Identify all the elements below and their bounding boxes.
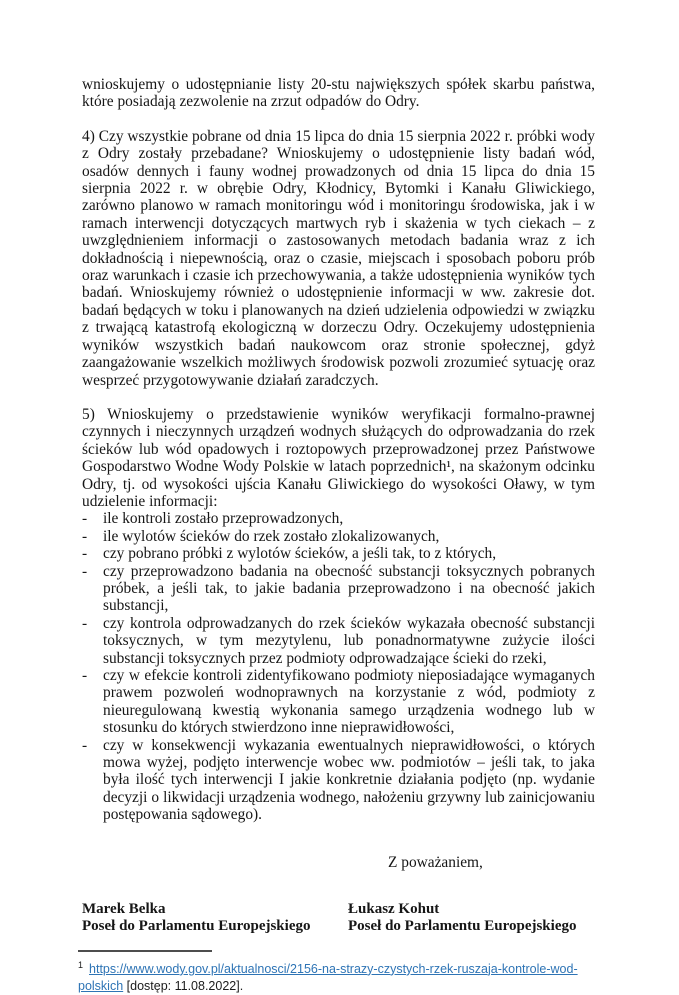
bullet-text: czy w efekcie kontroli zidentyfikowano podmioty nieposiadające wymaganych prawem pozwoleń wodnoprawnych na korzystanie z wód, podmioty z nieuregulowaną kwestią wykonania samego urządzenia wodnego lub w stosunku do których stwierdzono inne nieprawidłowości, bbox=[103, 667, 595, 737]
signatory-title: Poseł do Parlamentu Europejskiego bbox=[348, 918, 577, 935]
footnote-marker: 1 bbox=[78, 959, 84, 970]
paragraph-item-4: 4) Czy wszystkie pobrane od dnia 15 lipca do dnia 15 sierpnia 2022 r. próbki wody z Odry zostały przebadane? Wnioskujemy o udostępnienie listy badań wód, osadów dennych i fauny wodnej prowadzonych od dnia 15 lipca do dnia 15 sierpnia 2022 r. w obrębie Odry, Kłodnicy, Bytomki i Kanału Gliwickiego, zarówno planowo w ramach monitoringu wód i monitoringu środowiska, jak i w ramach interwencji dotyczących martwych ryb i skażenia w tych ciekach – z uwzględnieniem informacji o zastosowanych metodach badania wraz z ich dokładnością i niepewnością, oraz o czasie, miejscach i sposobach poboru prób oraz warunkach i czasie ich przechowywania, a także udostępnienia wyników tych badań. Wnioskujemy również o udostępnienie informacji w ww. zakresie dot. badań będących w toku i planowanych na dzień udzielenia odpowiedzi w związku z trwającą katastrofą ekologiczną w dorzeczu Odry. Oczekujemy udostępnienia wyników wszystkich badań naukowcom oraz stronie społecznej, gdyż zaangażowanie wszelkich możliwych środowisk pozwoli zrozumieć sytuację oraz wesprzeć przygotowywanie działań zaradczych. bbox=[82, 127, 595, 389]
request-bullet-list bbox=[82, 510, 595, 823]
paragraph-continuation: wnioskujemy o udostępnianie listy 20-stu największych spółek skarbu państwa, które posiadają zezwolenie na zrzut odpadów do Odry. bbox=[82, 76, 595, 111]
bullet-item bbox=[82, 545, 595, 562]
paragraph-item-5: 5) Wnioskujemy o przedstawienie wyników weryfikacji formalno-prawnej czynnych i nieczynnych urządzeń wodnych służących do odprowadzania do rzek ścieków lub wód opadowych i roztopowych przeprowadzonej przez Państwowe Gospodarstwo Wodne Wody Polskie w latach poprzednich¹, na skażonym odcinku Odry, tj. od wysokości ujścia Kanału Gliwickiego do wysokości Oławy, w tym udzielenie informacji: bbox=[82, 405, 595, 510]
signature-left bbox=[82, 901, 348, 936]
bullet-dash: - bbox=[82, 527, 88, 545]
bullet-text: ile wylotów ścieków do rzek zostało zlokalizowanych, bbox=[103, 527, 440, 545]
footnote-area bbox=[78, 950, 595, 995]
signatory-name: Łukasz Kohut bbox=[348, 901, 440, 918]
bullet-dash: - bbox=[82, 545, 88, 563]
bullet-item bbox=[82, 510, 595, 527]
bullet-item bbox=[82, 667, 595, 737]
bullet-dash: - bbox=[82, 562, 88, 580]
signatory-title: Poseł do Parlamentu Europejskiego bbox=[82, 918, 311, 935]
bullet-dash: - bbox=[82, 736, 88, 754]
bullet-dash: - bbox=[82, 510, 88, 528]
closing-salutation: Z poważaniem, bbox=[388, 853, 483, 871]
footnote-link[interactable]: https://www.wody.gov.pl/aktualnosci/2156-na-strazy-czystych-rzek-ruszaja-kontrole-wod-polskich bbox=[78, 962, 578, 994]
bullet-text: czy przeprowadzono badania na obecność substancji toksycznych pobranych próbek, a jeśli tak, to jakie badania przeprowadzono i na obecność jakich substancji, bbox=[103, 562, 595, 615]
footnote-separator bbox=[78, 950, 212, 952]
bullet-item bbox=[82, 563, 595, 615]
signature-right bbox=[348, 901, 595, 936]
signature-block bbox=[82, 901, 595, 936]
bullet-item bbox=[82, 528, 595, 545]
signatory-name: Marek Belka bbox=[82, 901, 166, 918]
bullet-item bbox=[82, 615, 595, 667]
footnote bbox=[78, 957, 595, 995]
bullet-dash: - bbox=[82, 667, 88, 684]
bullet-text: ile kontroli zostało przeprowadzonych, bbox=[103, 510, 344, 528]
footnote-access-date: [dostęp: 11.08.2022]. bbox=[126, 979, 244, 994]
bullet-text: czy kontrola odprowadzanych do rzek ścieków wykazała obecność substancji toksycznych, w tym mezytylenu, lub ponadnormatywne zużycie ilości substancji toksycznych przez podmioty odprowadzające ścieki do rzeki, bbox=[103, 614, 595, 667]
bullet-item bbox=[82, 737, 595, 824]
bullet-text: czy w konsekwencji wykazania ewentualnych nieprawidłowości, o których mowa wyżej, podjęto interwencje wobec ww. podmiotów – jeśli tak, to jaka była ilość tych interwencji I jakie konkretnie działania podjęto (np. wydanie decyzji o likwidacji urządzenia wodnego, nałożeniu grzywny lub zainicjowaniu postępowania sądowego). bbox=[103, 736, 595, 824]
bullet-dash: - bbox=[82, 614, 88, 632]
bullet-text: czy pobrano próbki z wylotów ścieków, a jeśli tak, to z których, bbox=[103, 545, 497, 563]
